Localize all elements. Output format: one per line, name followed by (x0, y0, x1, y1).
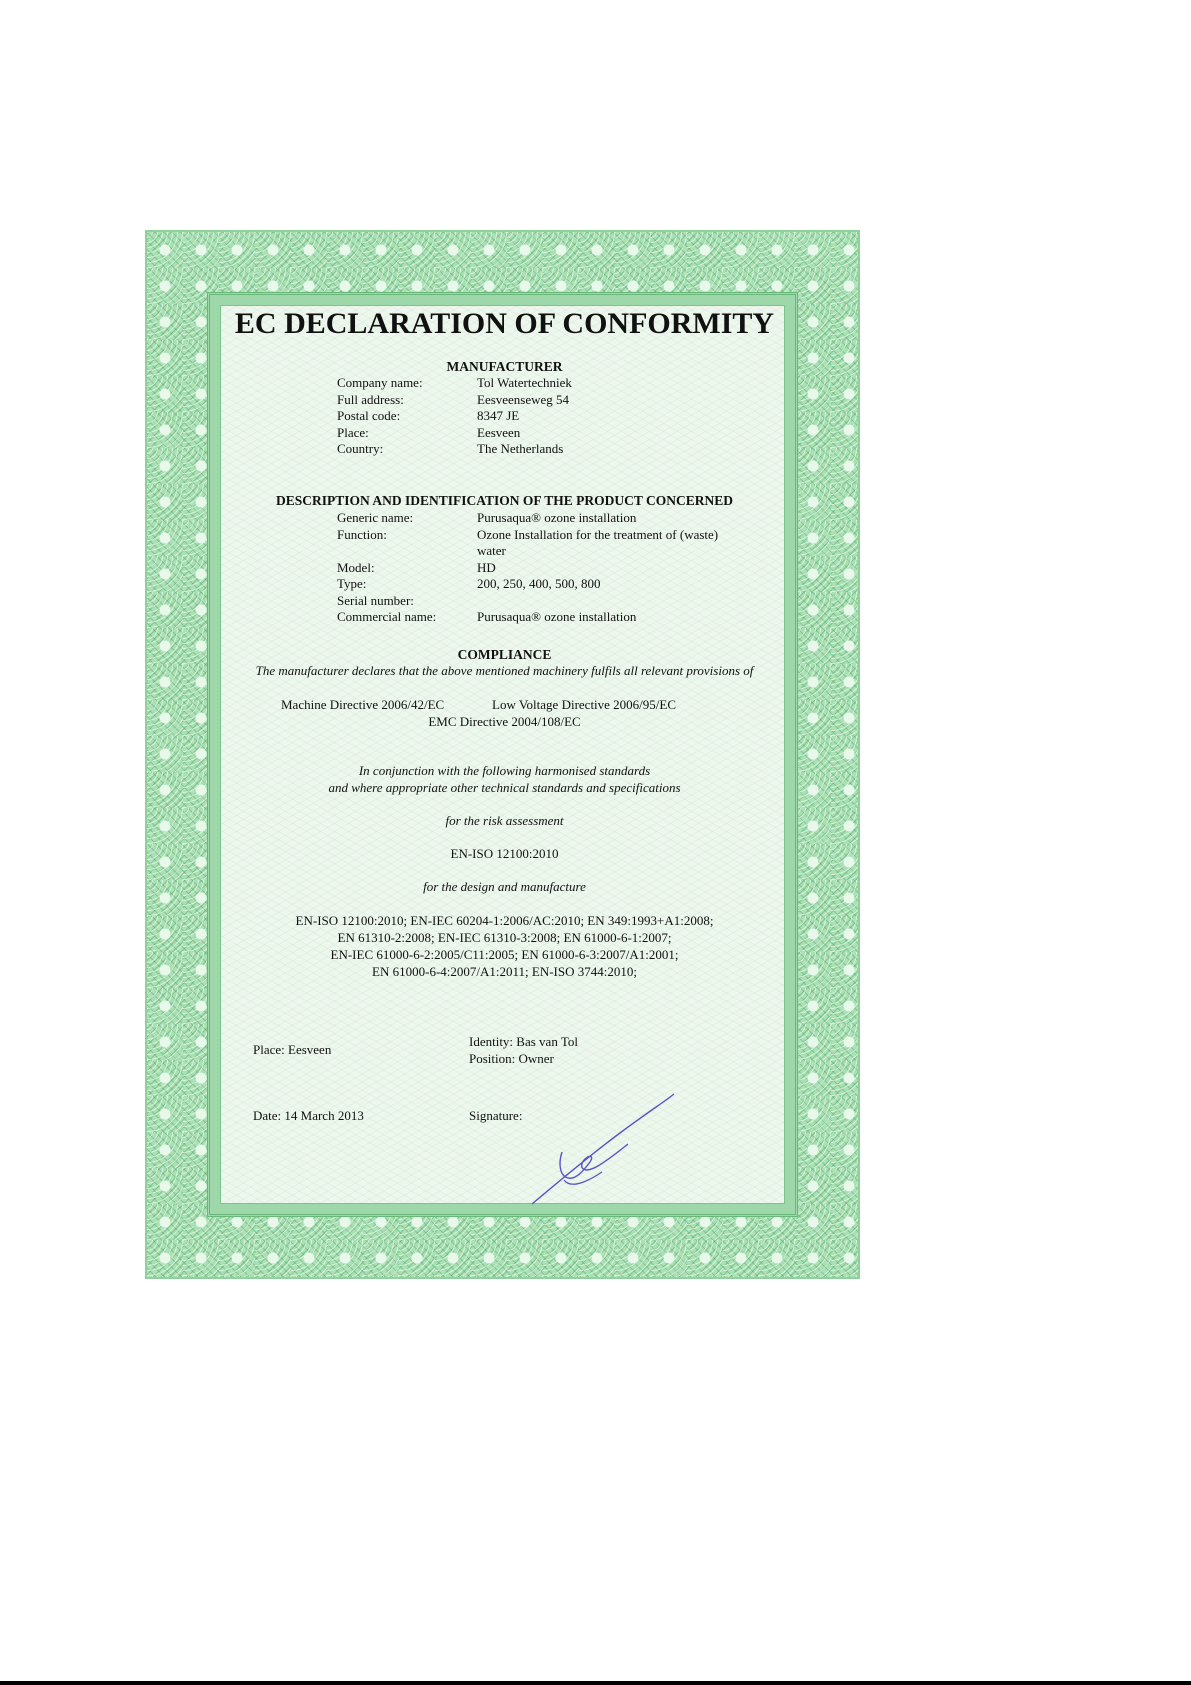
field-value: The Netherlands (477, 441, 564, 456)
manufacturer-row (337, 392, 757, 409)
field-label: Full address: (337, 391, 404, 407)
field-label: Country: (337, 441, 384, 456)
standards-line: EN 61000-6-4:2007/A1:2011; EN-ISO 3744:2010; (372, 964, 637, 979)
risk-assessment-standard: EN-ISO 12100:2010 (450, 846, 559, 861)
signature-stroke (560, 1144, 628, 1178)
product-row (337, 560, 747, 577)
manufacturer-details (337, 375, 757, 458)
field-label: Place: (337, 424, 369, 440)
design-manufacture-heading: for the design and manufacture (423, 879, 586, 894)
field-label: Function: (337, 526, 387, 542)
manufacturer-heading: MANUFACTURER (446, 359, 563, 374)
field-value: HD (477, 559, 496, 575)
standards-line: EN-ISO 12100:2010; EN-IEC 60204-1:2006/AC:2010; EN 349:1993+A1:2008; (295, 913, 714, 928)
low-voltage-directive: Low Voltage Directive 2006/95/EC (492, 697, 677, 712)
manufacturer-row (337, 408, 757, 425)
field-label: Type: (337, 576, 367, 591)
design-standards (222, 912, 787, 980)
date-field: Date: 14 March 2013 (253, 1108, 364, 1123)
field-label: Serial number: (337, 592, 414, 608)
field-value: Purusaqua® ozone installation (477, 609, 637, 624)
field-value: Eesveen (477, 424, 521, 440)
document-title: EC DECLARATION OF CONFORMITY (234, 307, 775, 340)
compliance-heading: COMPLIANCE (457, 647, 552, 662)
position-field: Position: Owner (469, 1051, 554, 1066)
certificate-border (145, 230, 860, 1279)
field-value: Eesveenseweg 54 (477, 391, 570, 407)
product-row (337, 527, 747, 560)
product-heading: DESCRIPTION AND IDENTIFICATION OF THE PRODUCT CONCERNED (275, 493, 734, 508)
standards-line: EN 61310-2:2008; EN-IEC 61310-3:2008; EN 61000-6-1:2007; (337, 930, 672, 945)
conjunction-line-1: In conjunction with the following harmonised standards (358, 763, 651, 778)
machine-directive: Machine Directive 2006/42/EC (281, 697, 445, 712)
manufacturer-row (337, 441, 757, 458)
page-bottom-edge (0, 1681, 1191, 1685)
product-row (337, 609, 747, 626)
signature-icon (524, 1092, 684, 1212)
field-label: Postal code: (337, 408, 401, 423)
signature-label: Signature: (469, 1108, 523, 1123)
conjunction-line-2: and where appropriate other technical standards and specifications (328, 780, 681, 795)
field-value: 200, 250, 400, 500, 800 (477, 576, 601, 591)
field-label: Commercial name: (337, 609, 437, 624)
compliance-statement: The manufacturer declares that the above mentioned machinery fulfils all relevant provisions of (255, 663, 754, 678)
field-value (477, 593, 747, 610)
signature-stroke (532, 1094, 674, 1204)
product-row (337, 576, 747, 593)
field-value: Ozone Installation for the treatment of (waste) water (477, 526, 719, 558)
declaration-document (222, 307, 787, 1206)
field-value: 8347 JE (477, 408, 520, 423)
standards-line: EN-IEC 61000-6-2:2005/C11:2005; EN 61000-6-3:2007/A1:2001; (330, 947, 679, 962)
field-value: Purusaqua® ozone installation (477, 510, 637, 525)
manufacturer-row (337, 375, 757, 392)
manufacturer-row (337, 425, 757, 442)
product-row (337, 510, 747, 527)
product-details (337, 510, 747, 626)
emc-directive: EMC Directive 2004/108/EC (428, 714, 581, 729)
place-field: Place: Eesveen (253, 1042, 332, 1057)
field-label: Company name: (337, 375, 423, 390)
field-value: Tol Watertechniek (477, 375, 572, 390)
identity-field: Identity: Bas van Tol (469, 1034, 578, 1049)
field-label: Generic name: (337, 510, 414, 525)
field-label: Model: (337, 559, 375, 575)
product-row (337, 593, 747, 610)
risk-assessment-heading: for the risk assessment (445, 813, 564, 828)
